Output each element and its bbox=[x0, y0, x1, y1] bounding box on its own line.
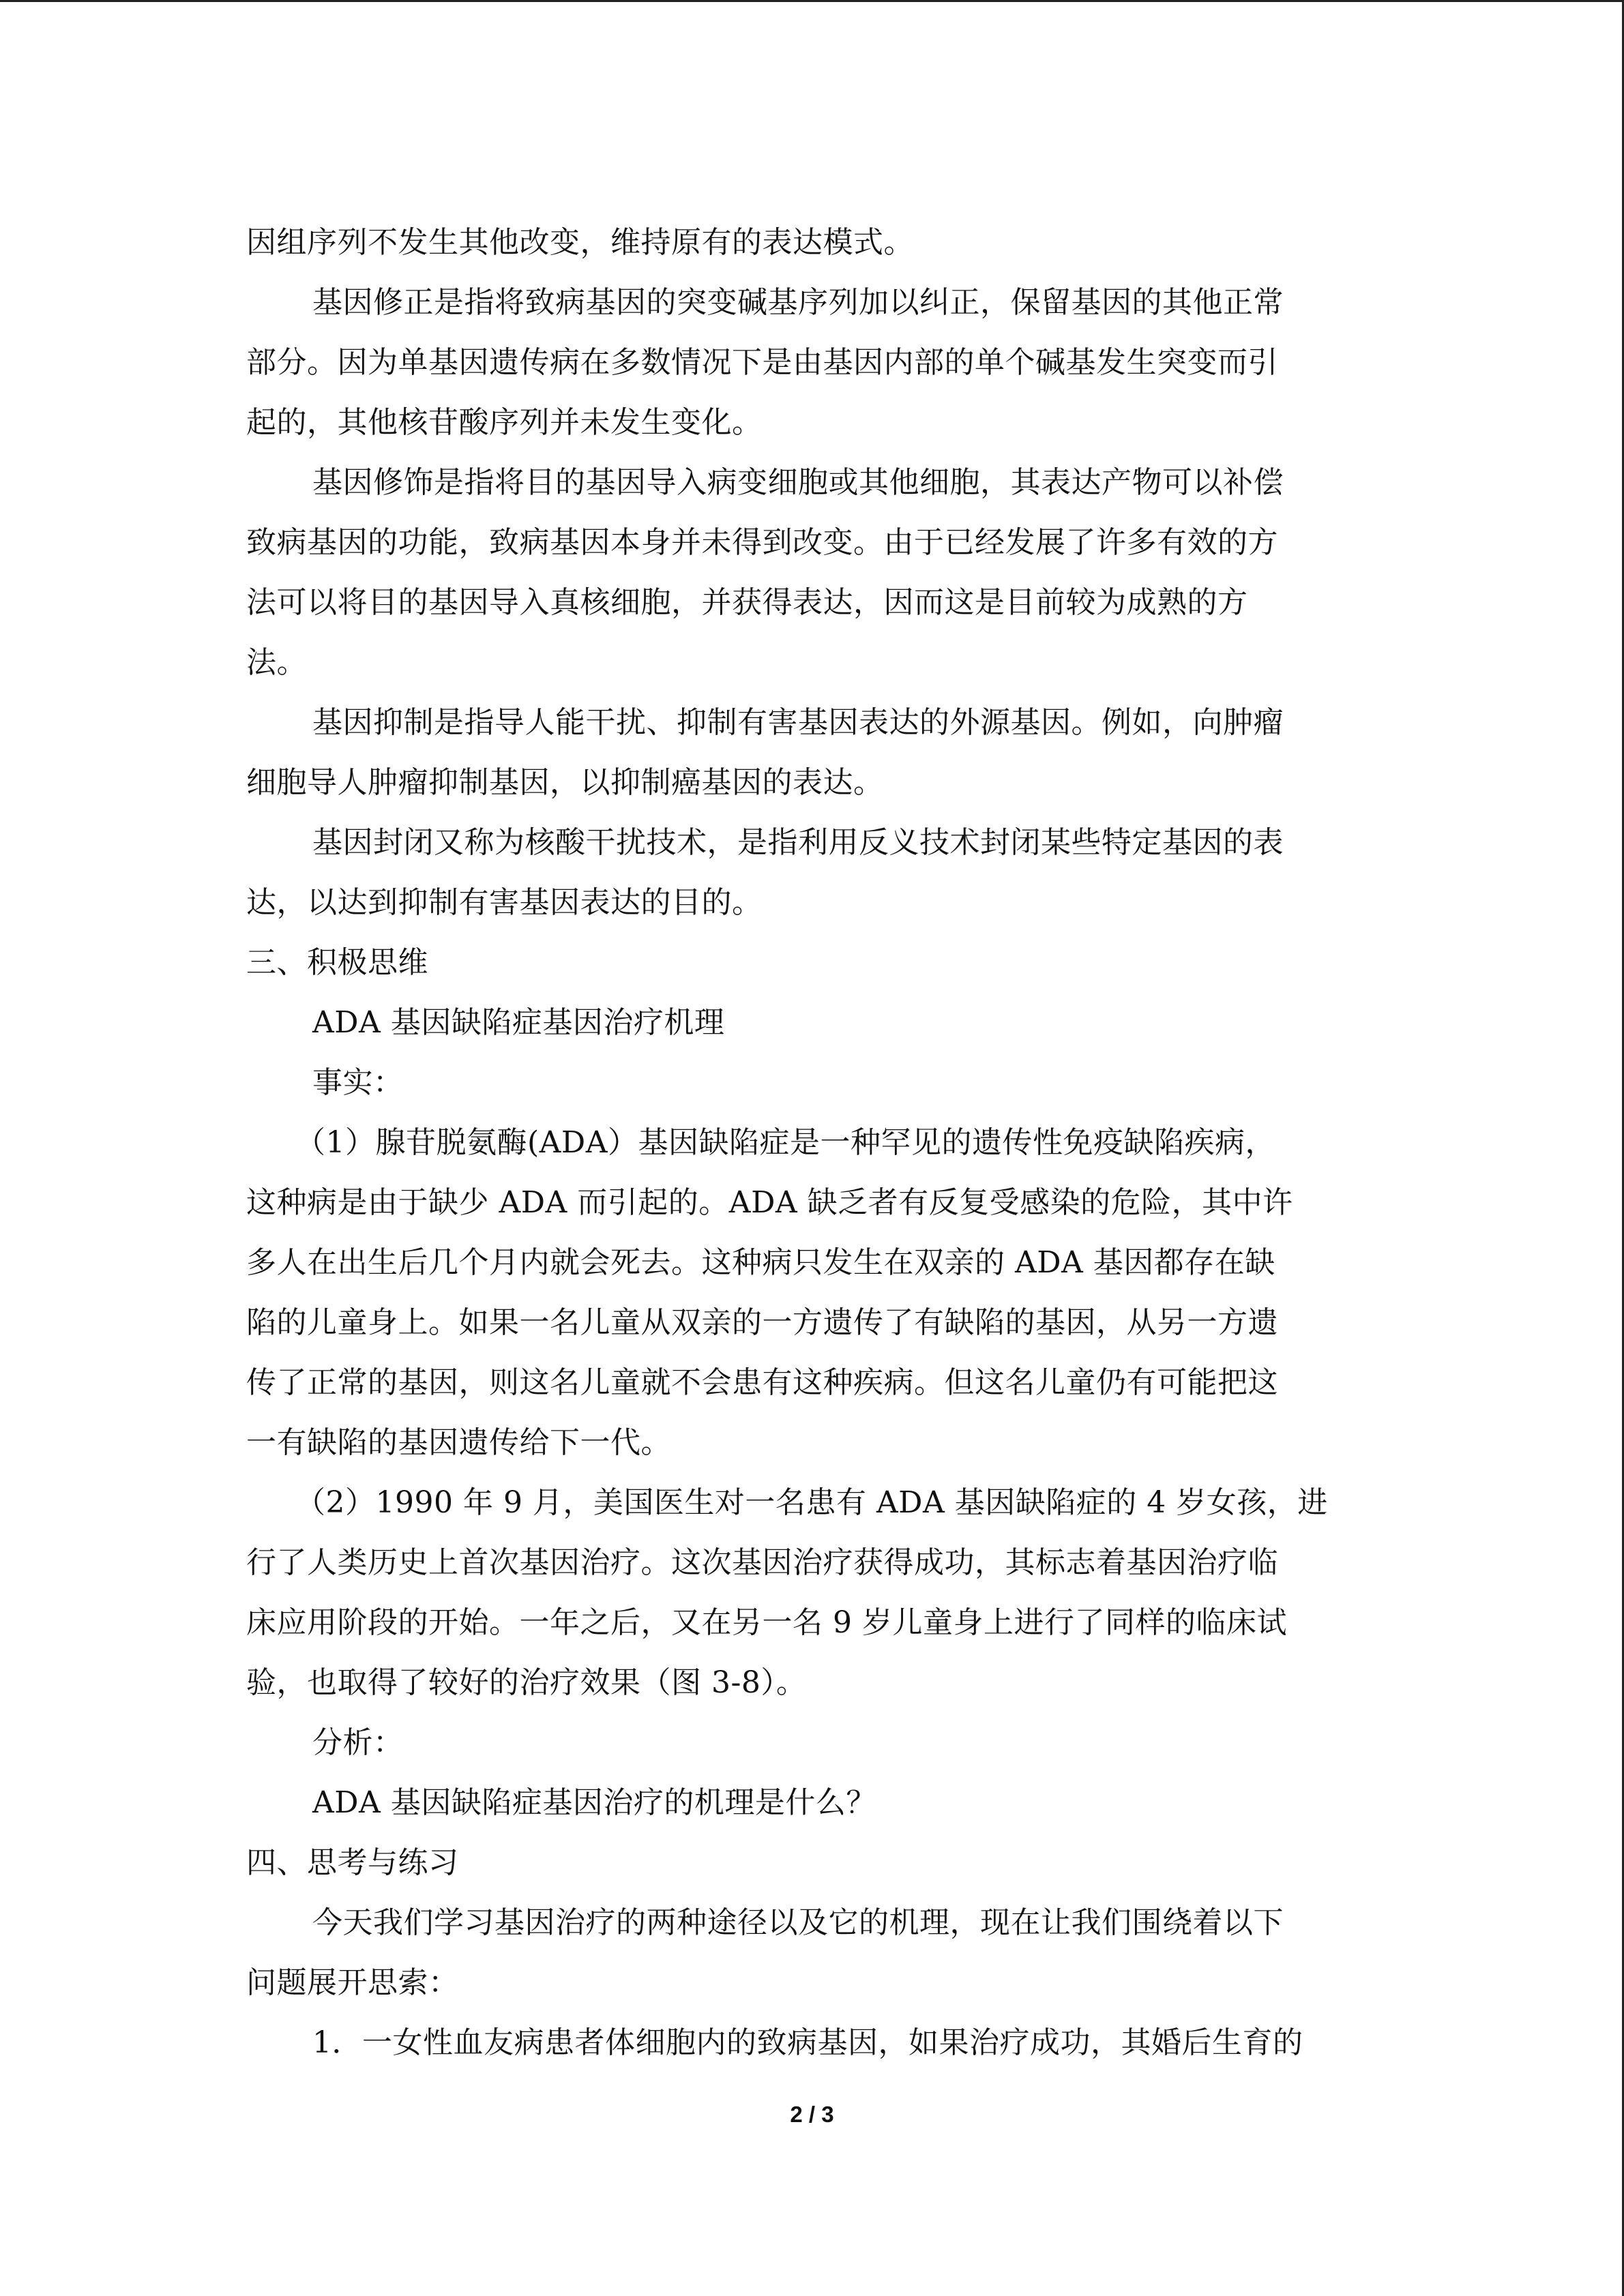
text-line: 陷的儿童身上。如果一名儿童从双亲的一方遗传了有缺陷的基因，从另一方遗 bbox=[246, 1305, 1278, 1340]
paragraph-gene-blocking: 基因封闭又称为核酸干扰技术，是指利用反义技术封闭某些特定基因的表 bbox=[312, 825, 1284, 860]
text-line: 一有缺陷的基因遗传给下一代。 bbox=[246, 1425, 671, 1460]
section-heading-active-thinking: 三、积极思维 bbox=[246, 945, 428, 980]
paragraph-reflection-intro: 今天我们学习基因治疗的两种途径以及它的机理，现在让我们围绕着以下 bbox=[312, 1905, 1284, 1940]
paragraph-gene-suppression: 基因抑制是指导人能干扰、抑制有害基因表达的外源基因。例如，向肿瘤 bbox=[312, 705, 1284, 740]
paragraph-fact-2: （2）1990 年 9 月，美国医生对一名患有 ADA 基因缺陷症的 4 岁女孩，进 bbox=[295, 1485, 1328, 1520]
text-line: 法可以将目的基因导入真核细胞，并获得表达，因而这是目前较为成熟的方 bbox=[246, 585, 1248, 620]
text-line: 致病基因的功能，致病基因本身并未得到改变。由于已经发展了许多有效的方 bbox=[246, 525, 1278, 560]
text-line: 法。 bbox=[246, 645, 307, 680]
text-line: 细胞导人肿瘤抑制基因，以抑制癌基因的表达。 bbox=[246, 765, 884, 800]
subheading-ada-mechanism: ADA 基因缺陷症基因治疗机理 bbox=[312, 1005, 725, 1040]
text-line: 因组序列不发生其他改变，维持原有的表达模式。 bbox=[246, 225, 914, 260]
paragraph-gene-correction: 基因修正是指将致病基因的突变碱基序列加以纠正，保留基因的其他正常 bbox=[312, 285, 1284, 320]
text-line: 行了人类历史上首次基因治疗。这次基因治疗获得成功，其标志着基因治疗临 bbox=[246, 1545, 1278, 1580]
section-heading-reflection-practice: 四、思考与练习 bbox=[246, 1845, 459, 1880]
label-facts: 事实： bbox=[312, 1065, 404, 1100]
page-number: 2 / 3 bbox=[790, 2102, 834, 2127]
text-line: 达，以达到抑制有害基因表达的目的。 bbox=[246, 885, 763, 920]
paragraph-fact-1: （1）腺苷脱氨酶(ADA）基因缺陷症是一种罕见的遗传性免疫缺陷疾病， bbox=[295, 1125, 1275, 1160]
paragraph-gene-modification: 基因修饰是指将目的基因导入病变细胞或其他细胞，其表达产物可以补偿 bbox=[312, 465, 1284, 500]
text-line: 床应用阶段的开始。一年之后，又在另一名 9 岁儿童身上进行了同样的临床试 bbox=[246, 1605, 1287, 1640]
document-body bbox=[246, 213, 1378, 2073]
text-line: 多人在出生后几个月内就会死去。这种病只发生在双亲的 ADA 基因都存在缺 bbox=[246, 1245, 1275, 1280]
text-line: 部分。因为单基因遗传病在多数情况下是由基因内部的单个碱基发生突变而引 bbox=[246, 345, 1278, 380]
question-1: 1．一女性血友病患者体细胞内的致病基因，如果治疗成功，其婚后生育的 bbox=[312, 2025, 1303, 2060]
text-line: 验，也取得了较好的治疗效果（图 3-8）。 bbox=[246, 1665, 807, 1700]
page-top-border bbox=[0, 0, 1624, 2]
text-line: 这种病是由于缺少 ADA 而引起的。ADA 缺乏者有反复受感染的危险，其中许 bbox=[246, 1185, 1293, 1220]
text-line: 起的，其他核苷酸序列并未发生变化。 bbox=[246, 405, 763, 440]
text-line: 问题展开思索： bbox=[246, 1965, 459, 2000]
label-analysis: 分析： bbox=[312, 1725, 404, 1760]
text-line: 传了正常的基因，则这名儿童就不会患有这种疾病。但这名儿童仍有可能把这 bbox=[246, 1365, 1278, 1400]
analysis-question: ADA 基因缺陷症基因治疗的机理是什么？ bbox=[312, 1785, 876, 1820]
